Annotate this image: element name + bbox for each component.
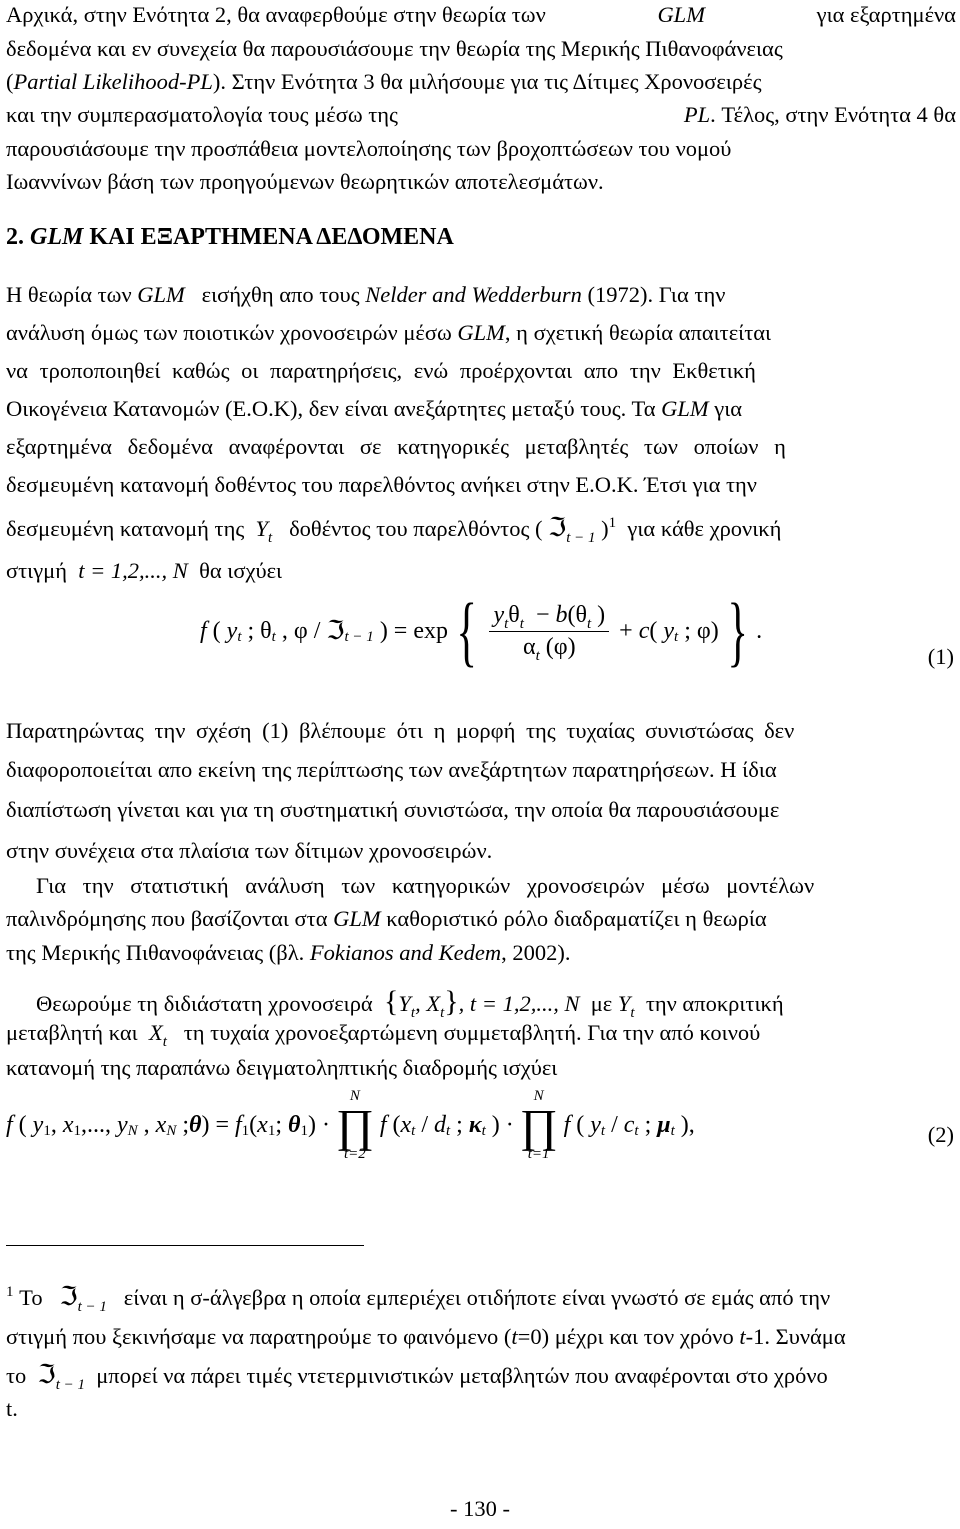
text: καθοριστικό ρόλο διαδραματίζει η θεωρία (386, 906, 767, 931)
equation-1-label: (1) (927, 644, 954, 669)
text: την αποκριτική (645, 991, 784, 1016)
text: Για την στατιστική ανάλυση των κατηγορικών χρονοσειρών μέσω μοντέλων (36, 873, 815, 898)
text: δεσμευμένη κατανομή της (6, 516, 245, 541)
text: μπορεί να πάρει τιμές ντετερμινιστικών μεταβλητών που αναφέρονται στο χρόνο (96, 1363, 828, 1388)
page-number: - 130 - (450, 1496, 510, 1521)
para1-line6 (6, 169, 956, 195)
footnote-line2 (6, 1324, 956, 1350)
math-t: t (511, 1324, 518, 1349)
text: στιγμή (6, 558, 67, 583)
text: και την συμπερασματολογία τους μέσω της (6, 102, 398, 127)
text: εξαρτημένα δεδομένα αναφέρονται σε κατηγορικές μεταβλητές των οποίων η (6, 434, 786, 459)
text: Η θεωρία των (6, 282, 132, 307)
pl-term: PL (683, 102, 711, 127)
text: μεταβλητή και (6, 1020, 138, 1045)
text: για (714, 396, 743, 421)
glm-term: GLM (30, 224, 84, 250)
equation-2-label: (2) (927, 1122, 954, 1147)
para2-line8 (6, 558, 956, 584)
text: Θεωρούμε τη διδιάστατη χρονοσειρά (36, 991, 373, 1016)
para1-line5 (6, 136, 956, 162)
footnote-ref[interactable]: 1 (608, 515, 617, 531)
math-Y: Y (255, 516, 269, 541)
math-range: t = 1,2,..., N (78, 558, 188, 583)
text: -1. Συνάμα (745, 1324, 846, 1349)
para2-line4 (6, 396, 956, 422)
glm-term: GLM (137, 282, 185, 307)
text: Το (19, 1285, 43, 1310)
footnote-mark: 1 (6, 1284, 14, 1300)
text: ) (601, 516, 609, 541)
text: για εξαρτημένα (816, 2, 956, 27)
text: να τροποποιηθεί καθώς οι παρατηρήσεις, ενώ προέρχονται απο την Εκθετική (6, 358, 756, 383)
para2-line2 (6, 320, 956, 346)
text: δοθέντος του παρελθόντος ( (289, 516, 543, 541)
text: Παρατηρώντας την σχέση (1) βλέπουμε ότι η μορφή της τυχαίας συνιστώσας δεν (6, 718, 795, 743)
text: είναι η σ-άλγεβρα η οποία εμπεριέχει οτιδήποτε είναι γνωστό σε εμάς από την (123, 1285, 831, 1310)
text: το (6, 1363, 27, 1388)
para5-line1: Θεωρούμε τη διδιάστατη χρονοσειρά {$Y_t$, $X_t$}, t = 1,2,..., N με Y t την αποκριτική (36, 985, 784, 1021)
para1-line4 (6, 102, 956, 128)
text: στιγμή που ξεκινήσαμε να παρατηρούμε το φαινόμενο ( (6, 1324, 512, 1349)
footnote-line4 (6, 1396, 956, 1422)
text: τη τυχαία χρονοεξαρτώμενη συμμεταβλητή. Για την από κοινού (183, 1020, 761, 1045)
para2-line7: δεσμευμένη κατανομή της Y t δοθέντος του παρελθόντος ( ℑ t − 1 ) 1 για κάθε χρονική (6, 513, 782, 546)
text: (1972). Για την (587, 282, 726, 307)
text: διαφοροποιείται απο εκείνη της περίπτωσης των ανεξάρτητων παρατηρήσεων. Η ίδια (6, 757, 777, 782)
text: , 2002). (501, 940, 571, 965)
text: ( (6, 69, 14, 94)
text: δεσμευμένη κατανομή δοθέντος του παρελθόντος ανήκει στην Ε.Ο.Κ. Έτσι για την (6, 472, 757, 497)
footnote-rule (6, 1245, 364, 1246)
text: στην συνέχεια στα πλαίσια των δίτιμων χρονοσειρών. (6, 838, 493, 863)
text: παρουσιάσουμε την προσπάθεια μοντελοποίησης των βροχοπτώσεων του νομού (6, 136, 732, 161)
para3-line2 (6, 757, 956, 783)
para2-line5 (6, 434, 956, 460)
section-heading (6, 224, 956, 251)
text: θα ισχύει (199, 558, 283, 583)
para5-line2: μεταβλητή και X t τη τυχαία χρονοεξαρτώμενη συμμεταβλητή. Για την από κοινού (6, 1020, 761, 1050)
text: δεδομένα και εν συνεχεία θα παρουσιάσουμε την θεωρία της Μερικής Πιθανοφάνειας (6, 36, 783, 61)
text: . Τέλος, στην Ενότητα 4 θα (710, 102, 956, 127)
para4-line3 (6, 940, 956, 966)
para1-line3 (6, 69, 956, 95)
section-title: ΚΑΙ ΕΞΑΡΤΗΜΕΝΑ ΔΕΔΟΜΕΝΑ (89, 224, 454, 250)
author-names: Nelder and Wedderburn (365, 282, 582, 307)
text: , η σχετική θεωρία απαιτείται (504, 320, 772, 345)
glm-term: GLM (457, 320, 505, 345)
reference: Fokianos and Kedem (309, 940, 502, 965)
text: της Μερικής Πιθανοφάνειας (βλ. (6, 940, 305, 965)
math-series: {$Y_t$, $X_t$}, t = 1,2,..., N (383, 985, 580, 1021)
text: ανάλυση όμως των ποιοτικών χρονοσειρών μέσω (6, 320, 452, 345)
text: =0) μέχρι και τον χρόνο (517, 1324, 734, 1349)
glm-term: GLM (657, 2, 705, 27)
glm-term: GLM (661, 396, 709, 421)
para3-line4 (6, 838, 956, 864)
math-t: t (739, 1324, 746, 1349)
text: για κάθε χρονική (627, 516, 782, 541)
text: Αρχικά, στην Ενότητα 2, θα αναφερθούμε στην θεωρία των (6, 2, 546, 27)
text: με (590, 991, 613, 1016)
para3-line1 (6, 718, 956, 744)
footnote-line3: το ℑ t − 1 μπορεί να πάρει τιμές ντετερμινιστικών μεταβλητών που αναφέρονται στο χρόνο (6, 1360, 828, 1393)
eq1-fraction: $\frac{y_t\theta_t - b(\theta_t )}{\alpha_t (\varphi)}$ (489, 602, 609, 661)
text: κατανομή της παραπάνω δειγματοληπτικής διαδρομής ισχύει (6, 1055, 558, 1080)
text: t. (6, 1396, 18, 1421)
para4-line2 (6, 906, 956, 932)
para4-line1 (36, 873, 956, 899)
section-number: 2. (6, 224, 24, 250)
para2-line6 (6, 472, 956, 498)
text: εισήχθη απο τους (201, 282, 360, 307)
text: παλινδρόμησης που βασίζονται στα (6, 906, 328, 931)
glm-term: GLM (333, 906, 381, 931)
text: διαπίστωση γίνεται και για τη συστηματική συνιστώσα, την οποία θα παρουσιάσουμε (6, 797, 780, 822)
text: Ιωαννίνων βάση των προηγούμενων θεωρητικών αποτελεσμάτων. (6, 169, 604, 194)
para5-line3 (6, 1055, 956, 1081)
text: ). Στην Ενότητα 3 θα μιλήσουμε για τις Δίτιμες Χρονοσειρές (212, 69, 762, 94)
pl-term: Partial Likelihood-PL (13, 69, 213, 94)
sigma-algebra-symbol: ℑ (548, 513, 567, 543)
equation-2: f ( y 1 , x 1 ,..., y N , x N ; θ ) = f 1 ( x 1 ; θ 1 ) · N ∏ t=2 f ( x t / d t ; κ t ) · N ∏ t=1 f ( y t / c t ; μ t ), (6, 1088, 695, 1163)
para1-line1 (6, 2, 956, 28)
para3-line3 (6, 797, 956, 823)
footnote-line1: 1 Το ℑ t − 1 είναι η σ-άλγεβρα η οποία εμπεριέχει οτιδήποτε είναι γνωστό σε εμάς από την (6, 1282, 831, 1315)
para1-line2 (6, 36, 956, 62)
equation-1: f ( y t ; θ t , φ / ℑ t − 1 ) = exp { $\frac{y_t\theta_t - b(\theta_t )}{\alpha_t (\varphi)}$ + c ( y t ; φ) } . (200, 587, 763, 674)
text: Οικογένεια Κατανομών (Ε.Ο.Κ), δεν είναι ανεξάρτητες μεταξύ τους. Τα (6, 396, 656, 421)
para2-line1 (6, 282, 956, 308)
para2-line3 (6, 358, 956, 384)
